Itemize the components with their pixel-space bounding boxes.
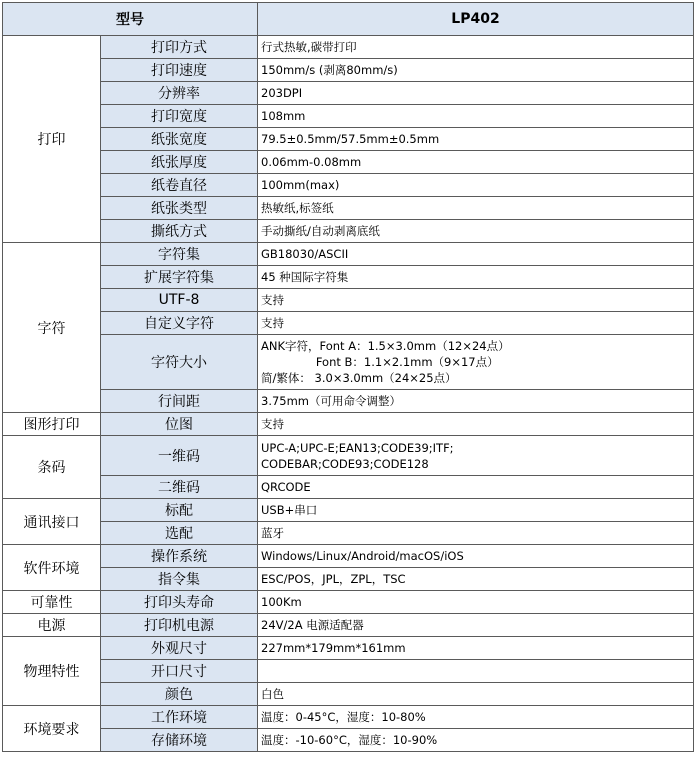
spec-value: UPC-A;UPC-E;EAN13;CODE39;ITF; CODEBAR;CODE93;CODE128 xyxy=(258,436,694,476)
spec-value: 手动撕纸/自动剥离底纸 xyxy=(258,220,694,243)
spec-label: 行间距 xyxy=(101,390,258,413)
spec-value: ANK字符，Font A：1.5×3.0mm（12×24点） Font B：1.1×2.1mm（9×17点） 简/繁体： 3.0×3.0mm（24×25点） xyxy=(258,335,694,390)
table-row xyxy=(3,105,694,128)
spec-value: 温度：-10-60°C，湿度：10-90% xyxy=(258,729,694,752)
spec-value: 100mm(max) xyxy=(258,174,694,197)
spec-value: 支持 xyxy=(258,312,694,335)
table-row xyxy=(3,568,694,591)
spec-label: 位图 xyxy=(101,413,258,436)
spec-label: 二维码 xyxy=(101,476,258,499)
spec-label: 外观尺寸 xyxy=(101,637,258,660)
spec-value: 热敏纸,标签纸 xyxy=(258,197,694,220)
table-row xyxy=(3,436,694,476)
spec-table xyxy=(2,2,694,752)
spec-label: 纸张类型 xyxy=(101,197,258,220)
table-row xyxy=(3,729,694,752)
spec-label: 打印速度 xyxy=(101,59,258,82)
spec-value: 支持 xyxy=(258,289,694,312)
category-chars: 字符 xyxy=(3,243,101,413)
table-row xyxy=(3,522,694,545)
spec-label: 标配 xyxy=(101,499,258,522)
table-row xyxy=(3,706,694,729)
spec-value: 蓝牙 xyxy=(258,522,694,545)
spec-label: 工作环境 xyxy=(101,706,258,729)
spec-label: 打印宽度 xyxy=(101,105,258,128)
table-row xyxy=(3,591,694,614)
table-row xyxy=(3,59,694,82)
category-physical: 物理特性 xyxy=(3,637,101,706)
table-row xyxy=(3,545,694,568)
spec-value xyxy=(258,660,694,683)
spec-value: Windows/Linux/Android/macOS/iOS xyxy=(258,545,694,568)
table-row xyxy=(3,174,694,197)
spec-value: 支持 xyxy=(258,413,694,436)
spec-value: GB18030/ASCII xyxy=(258,243,694,266)
spec-label: 字符集 xyxy=(101,243,258,266)
table-row xyxy=(3,151,694,174)
table-row xyxy=(3,197,694,220)
spec-label: 分辨率 xyxy=(101,82,258,105)
spec-label: 操作系统 xyxy=(101,545,258,568)
spec-label: 打印机电源 xyxy=(101,614,258,637)
table-row xyxy=(3,220,694,243)
table-row xyxy=(3,266,694,289)
table-row xyxy=(3,128,694,151)
spec-label: 字符大小 xyxy=(101,335,258,390)
spec-value: 79.5±0.5mm/57.5mm±0.5mm xyxy=(258,128,694,151)
spec-label: 存储环境 xyxy=(101,729,258,752)
spec-value: 45 种国际字符集 xyxy=(258,266,694,289)
spec-value: ESC/POS，JPL，ZPL，TSC xyxy=(258,568,694,591)
spec-label: 扩展字符集 xyxy=(101,266,258,289)
table-row xyxy=(3,335,694,390)
category-power: 电源 xyxy=(3,614,101,637)
spec-label: 纸张宽度 xyxy=(101,128,258,151)
table-row xyxy=(3,289,694,312)
table-row xyxy=(3,499,694,522)
header-row xyxy=(3,3,694,36)
spec-label: UTF-8 xyxy=(101,289,258,312)
table-row xyxy=(3,413,694,436)
table-row xyxy=(3,243,694,266)
spec-value: 100Km xyxy=(258,591,694,614)
spec-label: 打印头寿命 xyxy=(101,591,258,614)
spec-value: 行式热敏,碳带打印 xyxy=(258,36,694,59)
table-row xyxy=(3,312,694,335)
spec-value: 150mm/s (剥离80mm/s) xyxy=(258,59,694,82)
category-comm: 通讯接口 xyxy=(3,499,101,545)
category-graphic: 图形打印 xyxy=(3,413,101,436)
category-barcode: 条码 xyxy=(3,436,101,499)
table-row xyxy=(3,476,694,499)
spec-value: 温度：0-45°C，湿度：10-80% xyxy=(258,706,694,729)
model-value: LP402 xyxy=(258,3,694,36)
spec-label: 颜色 xyxy=(101,683,258,706)
spec-label: 选配 xyxy=(101,522,258,545)
spec-value: QRCODE xyxy=(258,476,694,499)
spec-label: 指令集 xyxy=(101,568,258,591)
spec-value: 白色 xyxy=(258,683,694,706)
spec-label: 一维码 xyxy=(101,436,258,476)
spec-value: 24V/2A 电源适配器 xyxy=(258,614,694,637)
table-row xyxy=(3,82,694,105)
table-row xyxy=(3,683,694,706)
table-row xyxy=(3,390,694,413)
table-row xyxy=(3,660,694,683)
spec-label: 纸卷直径 xyxy=(101,174,258,197)
table-row xyxy=(3,637,694,660)
spec-label: 打印方式 xyxy=(101,36,258,59)
category-environment: 环境要求 xyxy=(3,706,101,752)
spec-value: 203DPI xyxy=(258,82,694,105)
spec-value: 3.75mm（可用命令调整） xyxy=(258,390,694,413)
category-reliability: 可靠性 xyxy=(3,591,101,614)
category-software: 软件环境 xyxy=(3,545,101,591)
category-print: 打印 xyxy=(3,36,101,243)
spec-label: 自定义字符 xyxy=(101,312,258,335)
model-label: 型号 xyxy=(3,3,258,36)
spec-value: 227mm*179mm*161mm xyxy=(258,637,694,660)
spec-label: 纸张厚度 xyxy=(101,151,258,174)
table-row xyxy=(3,614,694,637)
spec-label: 撕纸方式 xyxy=(101,220,258,243)
spec-label: 开口尺寸 xyxy=(101,660,258,683)
spec-value: 0.06mm-0.08mm xyxy=(258,151,694,174)
table-row xyxy=(3,36,694,59)
spec-value: 108mm xyxy=(258,105,694,128)
spec-value: USB+串口 xyxy=(258,499,694,522)
